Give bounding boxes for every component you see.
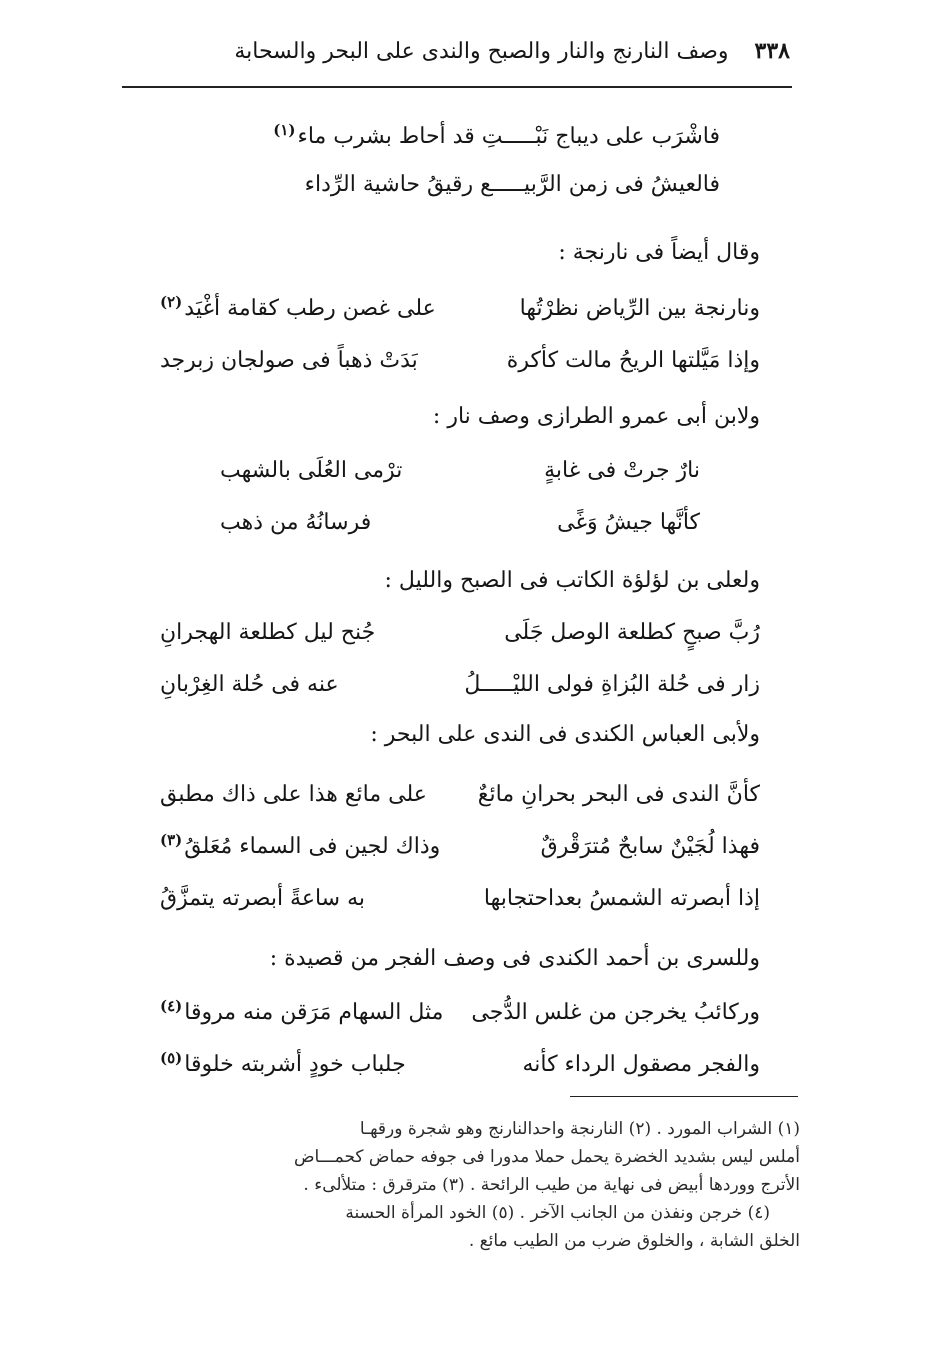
hemistich-second: مثل السهام مَرَقن منه مروقا$^{(٤)}$ [160, 996, 444, 1025]
verse-5-2 [160, 825, 760, 869]
hemistich-second: به ساعةً أبصرته يتمزَّقُ [160, 886, 366, 911]
hemistich-second: ترْمى العُلَى بالشهب [220, 458, 403, 483]
hemistich-first: نارٌ جرتْ فى غابةٍ [544, 458, 700, 483]
running-header [170, 36, 790, 67]
footnote-marker: (١) [273, 120, 296, 139]
poem-intro: ولعلى بن لؤلؤة الكاتب فى الصبح والليل : [384, 568, 760, 593]
footnote-line: (١) الشراب المورد . (٢) النارنجة واحدالنارنج وهو شجرة ورقهـا [359, 1119, 800, 1139]
hemistich-second: جلباب خودٍ أشربته خلوقا$^{(٥)}$ [160, 1048, 406, 1077]
footnote-marker: (٥) [160, 1048, 183, 1067]
hemistich-first: فهذا لُجَيْنٌ سابحٌ مُترَقْرقٌ [540, 834, 760, 859]
footnote-marker: (٢) [160, 292, 183, 311]
hemistich-second: عنه فى حُلة الغِرْبانِ [160, 672, 339, 697]
poem-intro: وقال أيضاً فى نارنجة : [558, 240, 760, 265]
hemistich-first: وركائبُ يخرجن من غلس الدُّجى [471, 1000, 760, 1025]
footnote-line: أملس ليس بشديد الخضرة يحمل حملا مدورا فى جوفه حماض كحمـــاض [293, 1147, 800, 1167]
footnote-line: الأترج ووردها أبيض فى نهاية من طيب الرائحة . (٣) مترقرق : متلألىء . [303, 1175, 800, 1195]
footnotes [132, 1115, 800, 1255]
verse-3-1 [220, 449, 700, 493]
verse-text: فاشْرَب على ديباج نَبْـــــتِ قد أحاط بشرب ماء [297, 124, 720, 149]
hemistich-first: كأنَّ الندى فى البحر بحرانِ مائعٌ [477, 782, 760, 807]
footnote-line: الخلق الشابة ، والخلوق ضرب من الطيب مائع . [468, 1231, 800, 1251]
hemistich-first: زار فى حُلة البُزاةِ فولى الليْـــــلُ [464, 672, 760, 697]
poem-intro: ولأبى العباس الكندى فى الندى على البحر : [370, 722, 760, 747]
poem-intro: وللسرى بن أحمد الكندى فى وصف الفجر من قصيدة : [269, 946, 760, 971]
verse-1-2 [160, 163, 760, 207]
footnote-line: (٤) خرجن ونفذن من الجانب الآخر . (٥) الخود المرأة الحسنة [345, 1203, 770, 1223]
hemistich-first: كأنَّها جيشُ وَغًى [557, 510, 700, 535]
footnote-marker: (٤) [160, 996, 183, 1015]
hemistich-second: جُنح ليل كطلعة الهجرانِ [160, 620, 376, 645]
page-number: ٣٣٨ [754, 38, 790, 64]
hemistich-first: رُبَّ صبحٍ كطلعة الوصل جَلَى [504, 620, 760, 645]
hemistich-first: والفجر مصقول الرداء كأنه [522, 1052, 760, 1077]
verse-2-2 [160, 339, 760, 383]
hemistich-second: وذاك لجين فى السماء مُعَلقُ$^{(٣)}$ [160, 830, 441, 859]
verse-3-2 [220, 501, 700, 545]
hemistich-second: بَدَتْ ذهباً فى صولجان زبرجد [160, 348, 418, 373]
hemistich-first: إذا أبصرته الشمسُ بعداحتجابها [483, 886, 760, 911]
verse-5-3 [160, 877, 760, 921]
verse-2-1 [160, 287, 760, 331]
verse-4-2 [160, 663, 760, 707]
footnote-marker: (٣) [160, 830, 183, 849]
verse-1-1 [160, 115, 760, 159]
header-title: وصف النارنج والنار والصبح والندى على البحر والسحابة [234, 39, 729, 64]
hemistich-second: فرسانُهُ من ذهب [220, 510, 372, 535]
hemistich-second: على مائع هذا على ذاك مطبق [160, 782, 427, 807]
verse-6-1 [160, 991, 760, 1035]
hemistich-first: وإذا مَيَّلتها الريحُ مالت كأكرة [506, 348, 760, 373]
hemistich-second: على غصن رطب كقامة أغْيَد$^{(٢)}$ [160, 292, 436, 321]
verse-4-1 [160, 611, 760, 655]
verse-6-2 [160, 1043, 760, 1087]
header-rule [122, 86, 792, 88]
footnote-rule [570, 1096, 798, 1097]
verse-text: فالعيشُ فى زمن الرَّبيـــــع رقيقُ حاشية الرِّداء [304, 172, 720, 197]
hemistich-first: ونارنجة بين الرِّياض نظرْتُها [519, 296, 760, 321]
poem-intro: ولابن أبى عمرو الطرازى وصف نار : [432, 404, 760, 429]
verse-5-1 [160, 773, 760, 817]
